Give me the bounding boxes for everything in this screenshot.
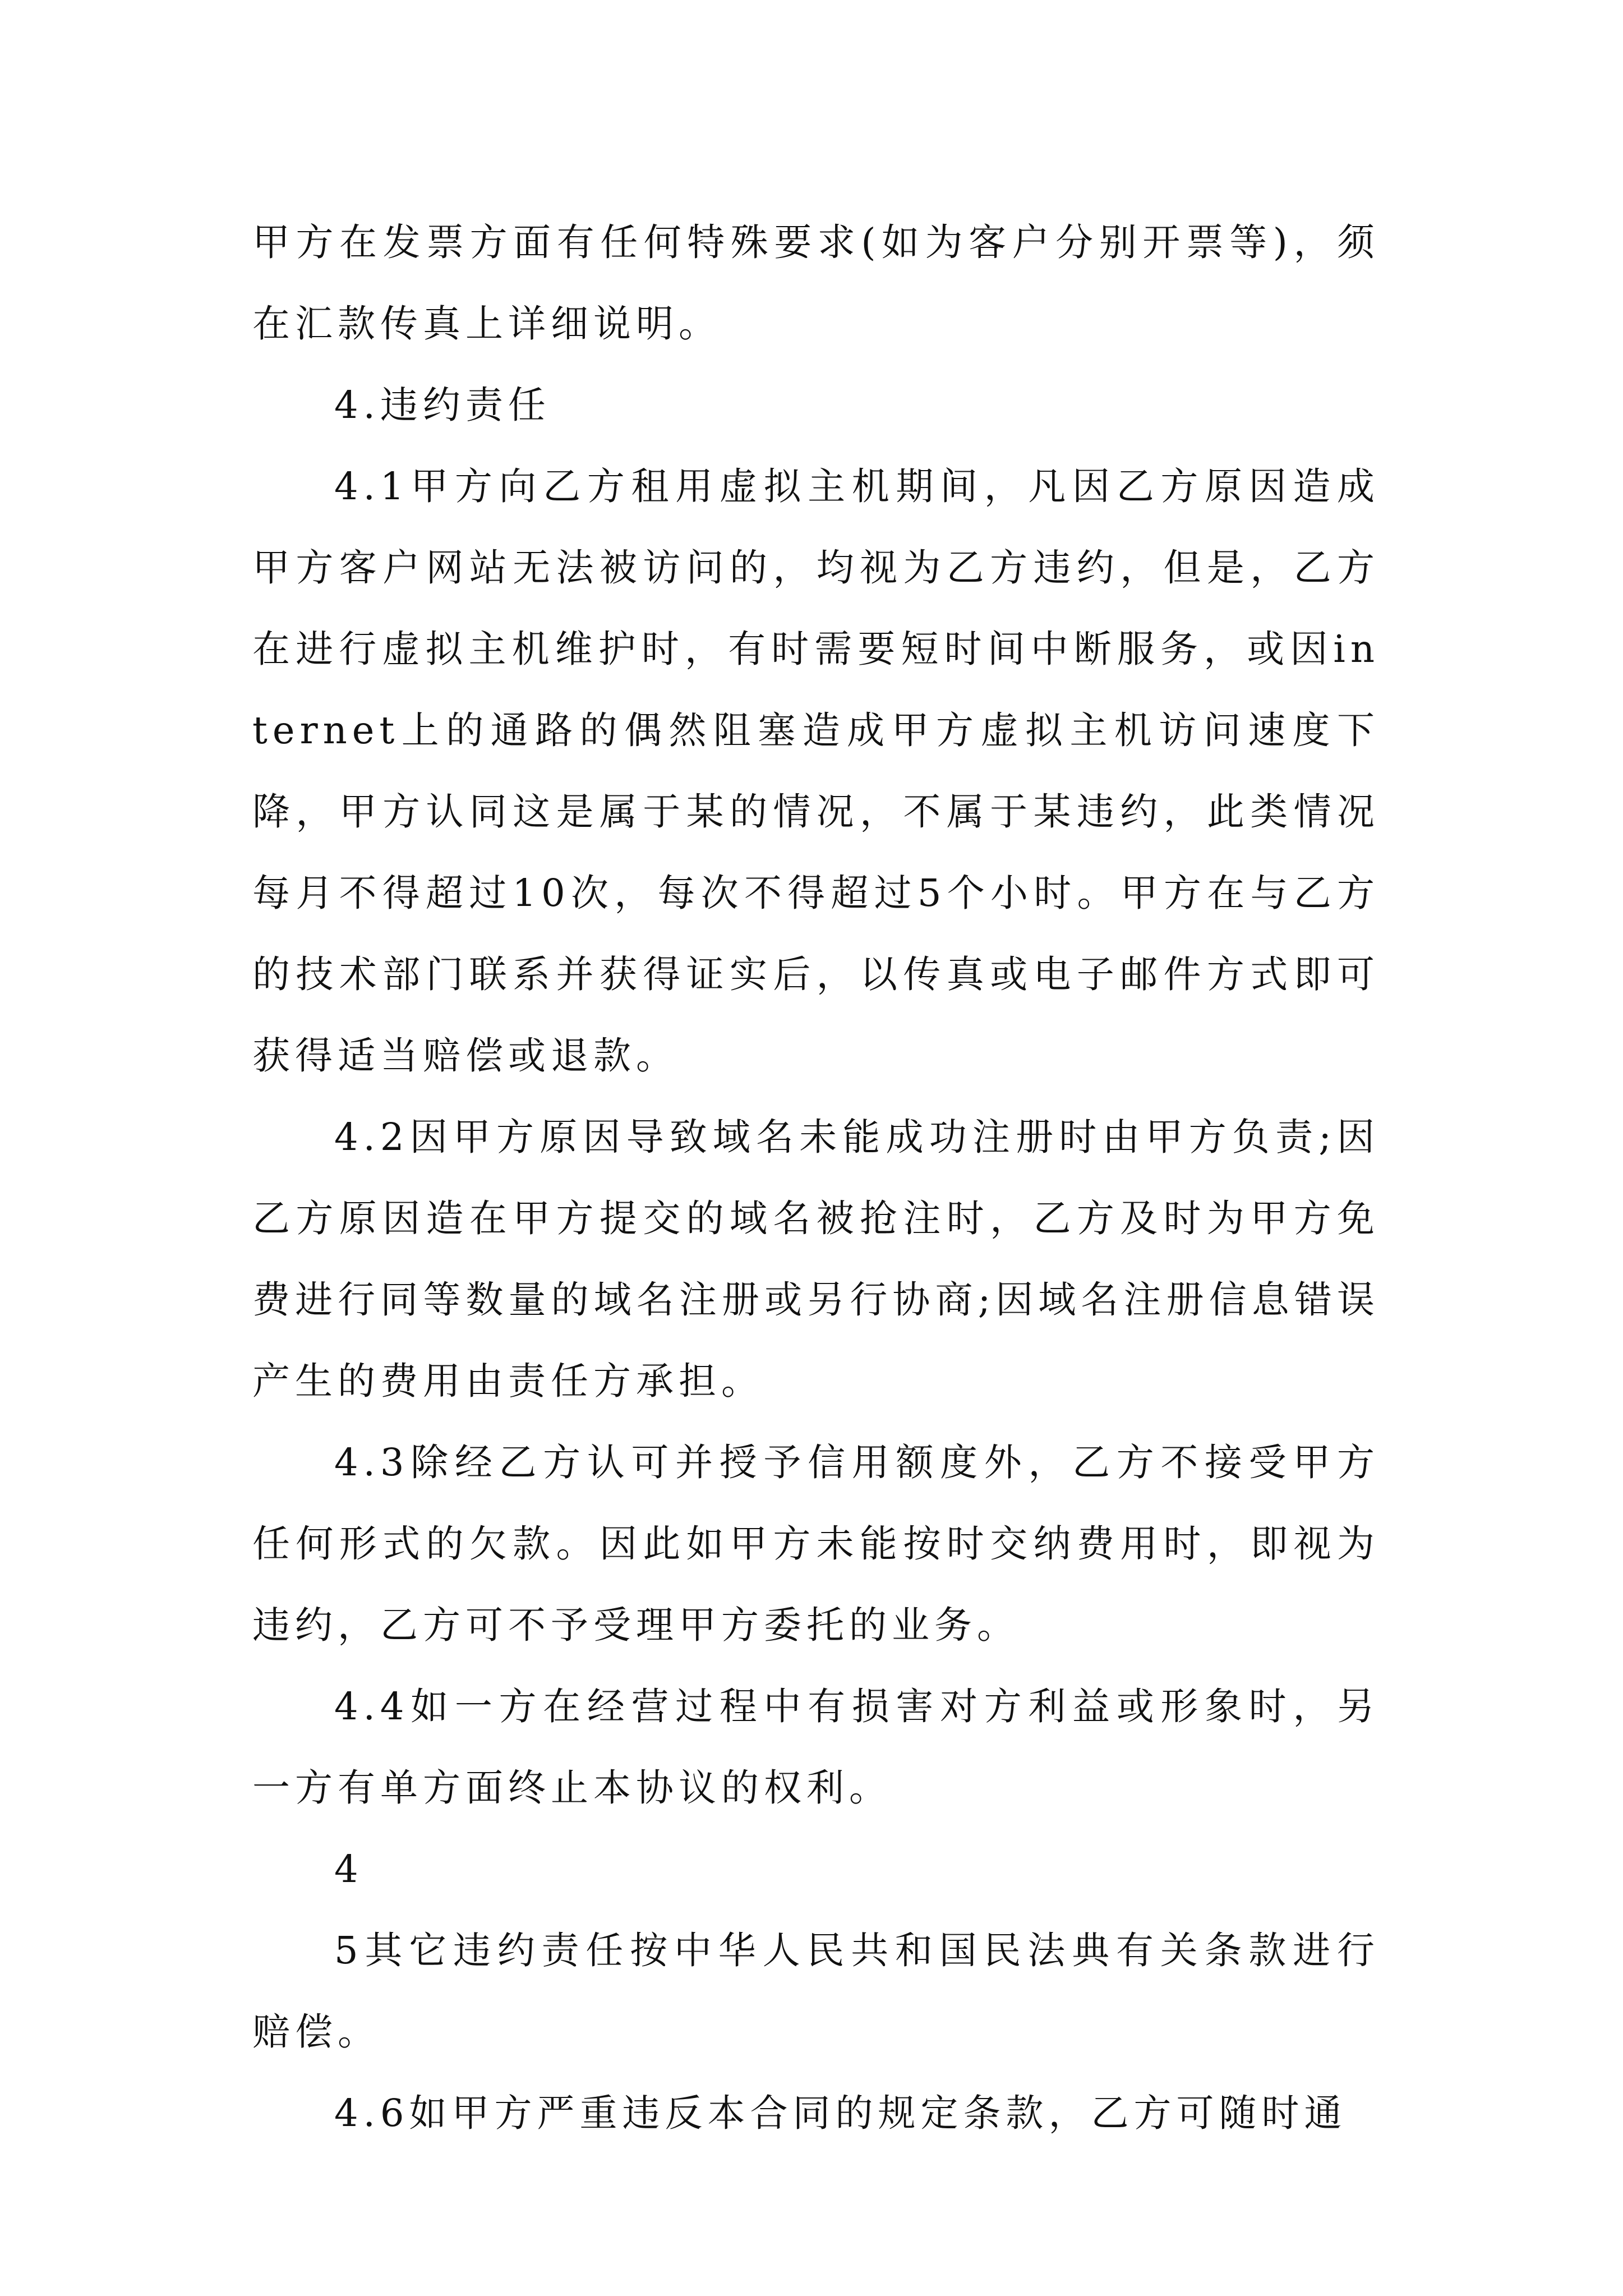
clause-4-6: 4.6如甲方严重违反本合同的规定条款，乙方可随时通 bbox=[334, 2091, 1347, 2135]
clause-4-number-fragment: 4 bbox=[334, 1847, 363, 1891]
clause-4-5: 5其它违约责任按中华人民共和国民法典有关条款进行赔偿。 bbox=[252, 1929, 1380, 2054]
document-body bbox=[252, 202, 1380, 2154]
clause-4-1: 4.1甲方向乙方租用虚拟主机期间，凡因乙方原因造成甲方客户网站无法被访问的，均视为乙方违约，但是，乙方在进行虚拟主机维护时，有时需要短时间中断服务，或因internet上的通路的偶然阻塞造成甲方虚拟主机访问速度下降，甲方认同这是属于某的情况，不属于某违约，此类情况每月不得超过10次，每次不得超过5个小时。甲方在与乙方的技术部门联系并获得证实后，以传真或电子邮件方式即可获得适当赔偿或退款。 bbox=[252, 464, 1380, 1078]
clause-4-3: 4.3除经乙方认可并授予信用额度外，乙方不接受甲方任何形式的欠款。因此如甲方未能按时交纳费用时，即视为违约，乙方可不予受理甲方委托的业务。 bbox=[252, 1441, 1380, 1647]
section-heading-breach-liability: 4.违约责任 bbox=[334, 383, 551, 427]
paragraph-invoice-requirements: 甲方在发票方面有任何特殊要求(如为客户分别开票等)，须在汇款传真上详细说明。 bbox=[252, 220, 1380, 346]
clause-4-4: 4.4如一方在经营过程中有损害对方利益或形象时，另一方有单方面终止本协议的权利。 bbox=[252, 1685, 1380, 1810]
clause-4-2: 4.2因甲方原因导致域名未能成功注册时由甲方负责;因乙方原因造在甲方提交的域名被抢注时，乙方及时为甲方免费进行同等数量的域名注册或另行协商;因域名注册信息错误产生的费用由责任方承担。 bbox=[252, 1115, 1380, 1403]
